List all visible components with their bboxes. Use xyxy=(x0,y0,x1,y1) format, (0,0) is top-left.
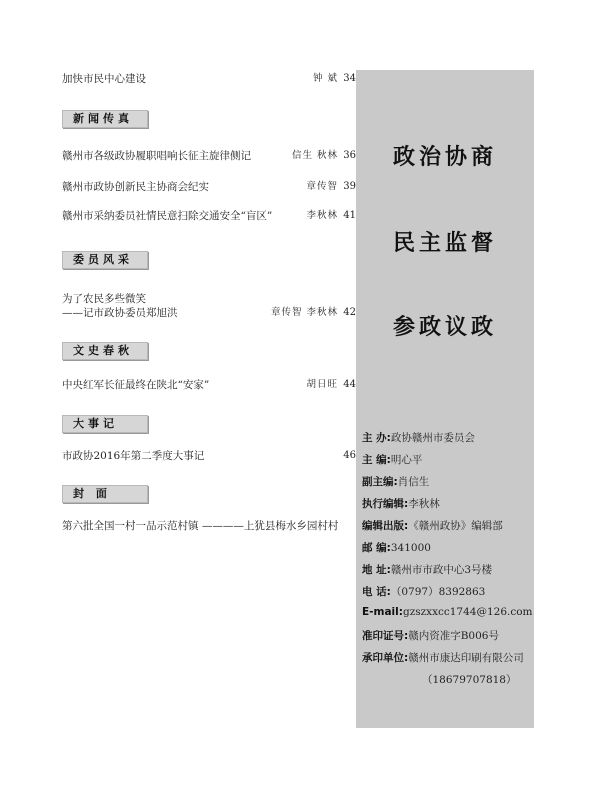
toc-entry-author: 章传智 xyxy=(306,181,338,192)
toc-entry-page: 42 xyxy=(343,307,356,318)
section-header-chronicle: 大事记 xyxy=(62,415,148,433)
section-header-history: 文史春秋 xyxy=(62,342,148,360)
toc-entry-page: 46 xyxy=(343,450,356,461)
section-header-news: 新闻传真 xyxy=(62,110,148,128)
masthead-postcode: 邮 编:341000 xyxy=(362,542,431,554)
toc-entry-author: 胡日旺 xyxy=(306,379,338,390)
masthead-publisher: 编辑出版:《赣州政协》编辑部 xyxy=(362,520,503,532)
slogan-democratic-supervision: 民主监督 xyxy=(392,230,497,256)
masthead-address: 地 址:赣州市市政中心3号楼 xyxy=(362,564,493,576)
masthead-editor-in-chief: 主 编:明心平 xyxy=(362,454,423,466)
masthead-email[interactable]: E-mail:gzszxxcc1744@126.com xyxy=(362,606,533,618)
toc-entry-title: 赣州市采纳委员社情民意扫除交通安全“盲区” xyxy=(62,210,273,222)
toc-entry-page: 44 xyxy=(343,379,356,390)
toc-entry-page: 39 xyxy=(343,181,356,192)
toc-entry-author: 信生 秋林 xyxy=(291,150,338,161)
toc-entry-title: 为了农民多些微笑 xyxy=(62,293,146,305)
masthead-printer: 承印单位:赣州市康达印刷有限公司 xyxy=(362,652,524,664)
toc-entry-page: 41 xyxy=(343,210,356,221)
slogan-participation: 参政议政 xyxy=(392,314,497,340)
toc-entry-title: 加快市民中心建设 xyxy=(62,73,146,85)
section-header-cover: 封 面 xyxy=(62,485,148,503)
toc-entry-title: 赣州市各级政协履职唱响长征主旋律侧记 xyxy=(62,150,251,162)
masthead-sponsor: 主 办:政协赣州市委员会 xyxy=(362,432,475,444)
masthead-permit: 准印证号:赣内资准字B006号 xyxy=(362,630,499,642)
masthead-printer-phone: （18679707818） xyxy=(422,674,517,686)
toc-entry-page: 36 xyxy=(343,150,356,161)
table-of-contents xyxy=(62,0,356,808)
toc-entry-author: 钟 斌 xyxy=(312,73,338,84)
toc-entry-title: 赣州市政协创新民主协商会纪实 xyxy=(62,181,209,193)
toc-entry-page: 34 xyxy=(343,73,356,84)
toc-entry-subtitle: ——记市政协委员郑旭洪 xyxy=(62,307,178,319)
masthead-telephone: 电 话:（0797）8392863 xyxy=(362,586,486,598)
toc-entry-author: 章传智 李秋林 xyxy=(270,307,338,318)
toc-entry-title: 中央红军长征最终在陕北“安家” xyxy=(62,379,210,391)
masthead-executive-editor: 执行编辑:李秋林 xyxy=(362,498,440,510)
slogan-political-consultation: 政治协商 xyxy=(392,144,497,170)
section-header-members: 委员风采 xyxy=(62,251,148,269)
masthead-panel xyxy=(356,70,534,728)
toc-entry-title: 第六批全国一村一品示范村镇 ————上犹县梅水乡园村村 xyxy=(62,520,339,532)
toc-entry-author: 李秋林 xyxy=(306,210,338,221)
masthead-deputy-editor: 副主编:肖信生 xyxy=(362,476,430,488)
toc-entry-title: 市政协2016年第二季度大事记 xyxy=(62,450,205,462)
